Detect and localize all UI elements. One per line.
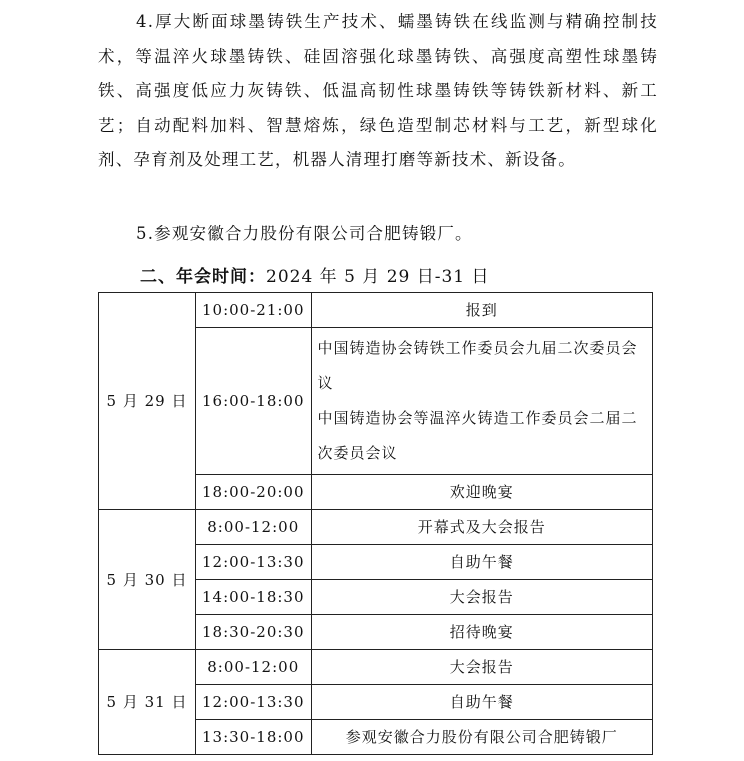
time-cell: 8:00-12:00: [196, 650, 312, 685]
event-cell: 大会报告: [311, 580, 652, 615]
event-cell: 自助午餐: [311, 545, 652, 580]
event-cell: [311, 328, 652, 475]
section-heading-label: 二、年会时间：: [140, 267, 266, 287]
date-cell: 5 月 31 日: [99, 650, 196, 755]
date-cell: 5 月 30 日: [99, 510, 196, 650]
event-cell: 招待晚宴: [311, 615, 652, 650]
table-row: [99, 650, 653, 685]
event-cell: 大会报告: [311, 650, 652, 685]
time-cell: 18:00-20:00: [196, 475, 312, 510]
paragraph-item-5: 5.参观安徽合力股份有限公司合肥铸锻厂。: [136, 224, 473, 243]
date-cell: 5 月 29 日: [99, 293, 196, 510]
time-cell: 12:00-13:30: [196, 545, 312, 580]
table-row: [99, 293, 653, 328]
event-cell: 报到: [311, 293, 652, 328]
time-cell: 16:00-18:00: [196, 328, 312, 475]
table-row: [99, 510, 653, 545]
paragraph-item-4: 4.厚大断面球墨铸铁生产技术、蠕墨铸铁在线监测与精确控制技术，等温淬火球墨铸铁、硅固溶强化球墨铸铁、高强度高塑性球墨铸铁、高强度低应力灰铸铁、低温高韧性球墨铸铁等铸铁新材料、新工艺；自动配料加料、智慧熔炼，绿色造型制芯材料与工艺，新型球化剂、孕育剂及处理工艺，机器人清理打磨等新技术、新设备。: [98, 12, 658, 169]
section-heading-value: 2024 年 5 月 29 日-31 日: [266, 267, 490, 287]
time-cell: 12:00-13:30: [196, 685, 312, 720]
event-cell: 开幕式及大会报告: [311, 510, 652, 545]
time-cell: 14:00-18:30: [196, 580, 312, 615]
schedule-table: [98, 292, 653, 755]
time-cell: 13:30-18:00: [196, 720, 312, 755]
event-line: 中国铸造协会铸铁工作委员会九届二次委员会议: [317, 339, 638, 392]
section-heading-meeting-time: [140, 262, 490, 292]
time-cell: 18:30-20:30: [196, 615, 312, 650]
event-cell: 欢迎晚宴: [311, 475, 652, 510]
event-cell: 参观安徽合力股份有限公司合肥铸锻厂: [311, 720, 652, 755]
event-line: 中国铸造协会等温淬火铸造工作委员会二届二次委员会议: [317, 409, 638, 462]
time-cell: 10:00-21:00: [196, 293, 312, 328]
time-cell: 8:00-12:00: [196, 510, 312, 545]
event-cell: 自助午餐: [311, 685, 652, 720]
